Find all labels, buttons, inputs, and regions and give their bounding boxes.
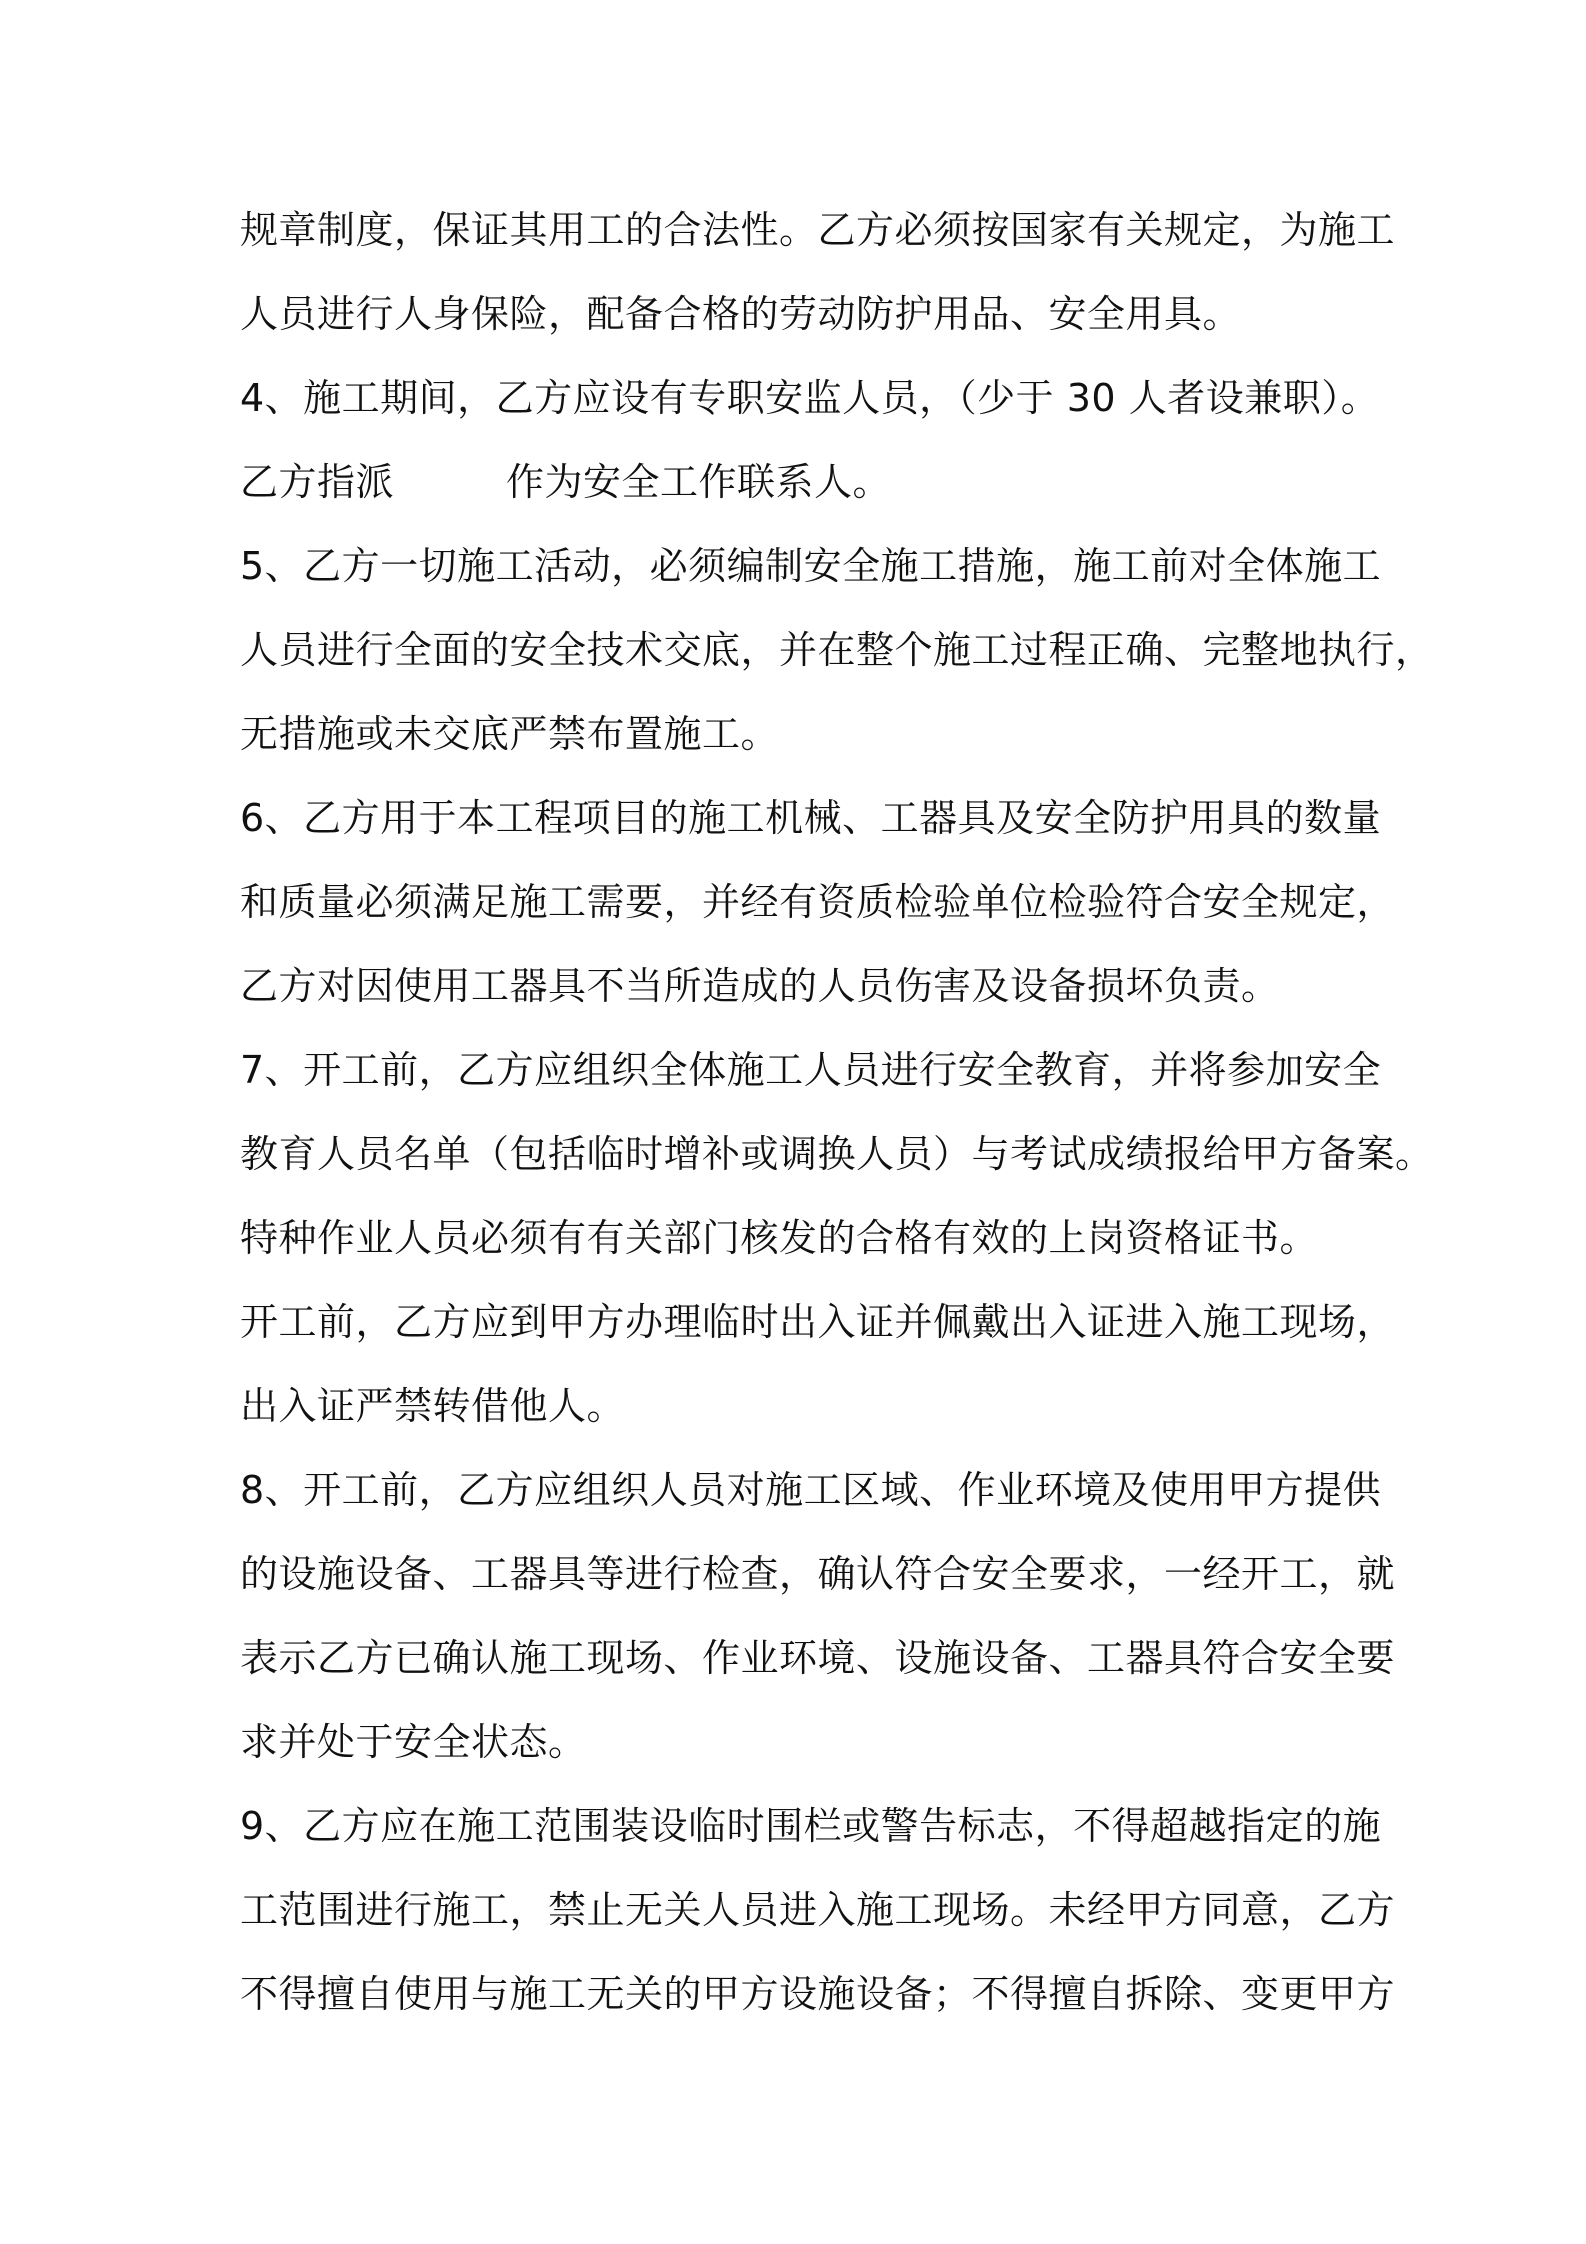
text-line: 表示乙方已确认施工现场、作业环境、设施设备、工器具符合安全要 — [240, 1636, 1396, 1680]
text-line: 人员进行人身保险，配备合格的劳动防护用品、安全用具。 — [240, 292, 1242, 336]
text-line: 5、乙方一切施工活动，必须编制安全施工措施，施工前对全体施工 — [240, 544, 1382, 588]
text-line-with-blank — [240, 452, 1360, 512]
text-line: 7、开工前，乙方应组织全体施工人员进行安全教育，并将参加安全 — [240, 1048, 1382, 1092]
text-line: 特种作业人员必须有有关部门核发的合格有效的上岗资格证书。 — [240, 1216, 1319, 1260]
text-line: 不得擅自使用与施工无关的甲方设施设备；不得擅自拆除、变更甲方 — [240, 1972, 1396, 2016]
text-line: 求并处于安全状态。 — [240, 1720, 587, 1764]
text-segment: 乙方指派 — [240, 460, 395, 504]
text-line: 人员进行全面的安全技术交底，并在整个施工过程正确、完整地执行， — [240, 628, 1434, 672]
text-line: 乙方对因使用工器具不当所造成的人员伤害及设备损坏负责。 — [240, 964, 1280, 1008]
text-line: 和质量必须满足施工需要，并经有资质检验单位检验符合安全规定， — [240, 880, 1396, 924]
text-line: 6、乙方用于本工程项目的施工机械、工器具及安全防护用具的数量 — [240, 796, 1382, 840]
text-line: 出入证严禁转借他人。 — [240, 1384, 626, 1428]
text-line: 9、乙方应在施工范围装设临时围栏或警告标志，不得超越指定的施 — [240, 1804, 1382, 1848]
text-line: 4、施工期间，乙方应设有专职安监人员，（少于 30 人者设兼职）。 — [240, 376, 1380, 420]
text-line: 8、开工前，乙方应组织人员对施工区域、作业环境及使用甲方提供 — [240, 1468, 1382, 1512]
text-line: 无措施或未交底严禁布置施工。 — [240, 712, 780, 756]
text-line: 规章制度，保证其用工的合法性。乙方必须按国家有关规定，为施工 — [240, 208, 1396, 252]
text-line: 工范围进行施工，禁止无关人员进入施工现场。未经甲方同意，乙方 — [240, 1888, 1396, 1932]
text-line: 教育人员名单（包括临时增补或调换人员）与考试成绩报给甲方备案。 — [240, 1132, 1434, 1176]
text-line: 的设施设备、工器具等进行检查，确认符合安全要求，一经开工，就 — [240, 1552, 1396, 1596]
text-line: 开工前，乙方应到甲方办理临时出入证并佩戴出入证进入施工现场， — [240, 1300, 1396, 1344]
text-segment: 作为安全工作联系人。 — [506, 460, 892, 504]
